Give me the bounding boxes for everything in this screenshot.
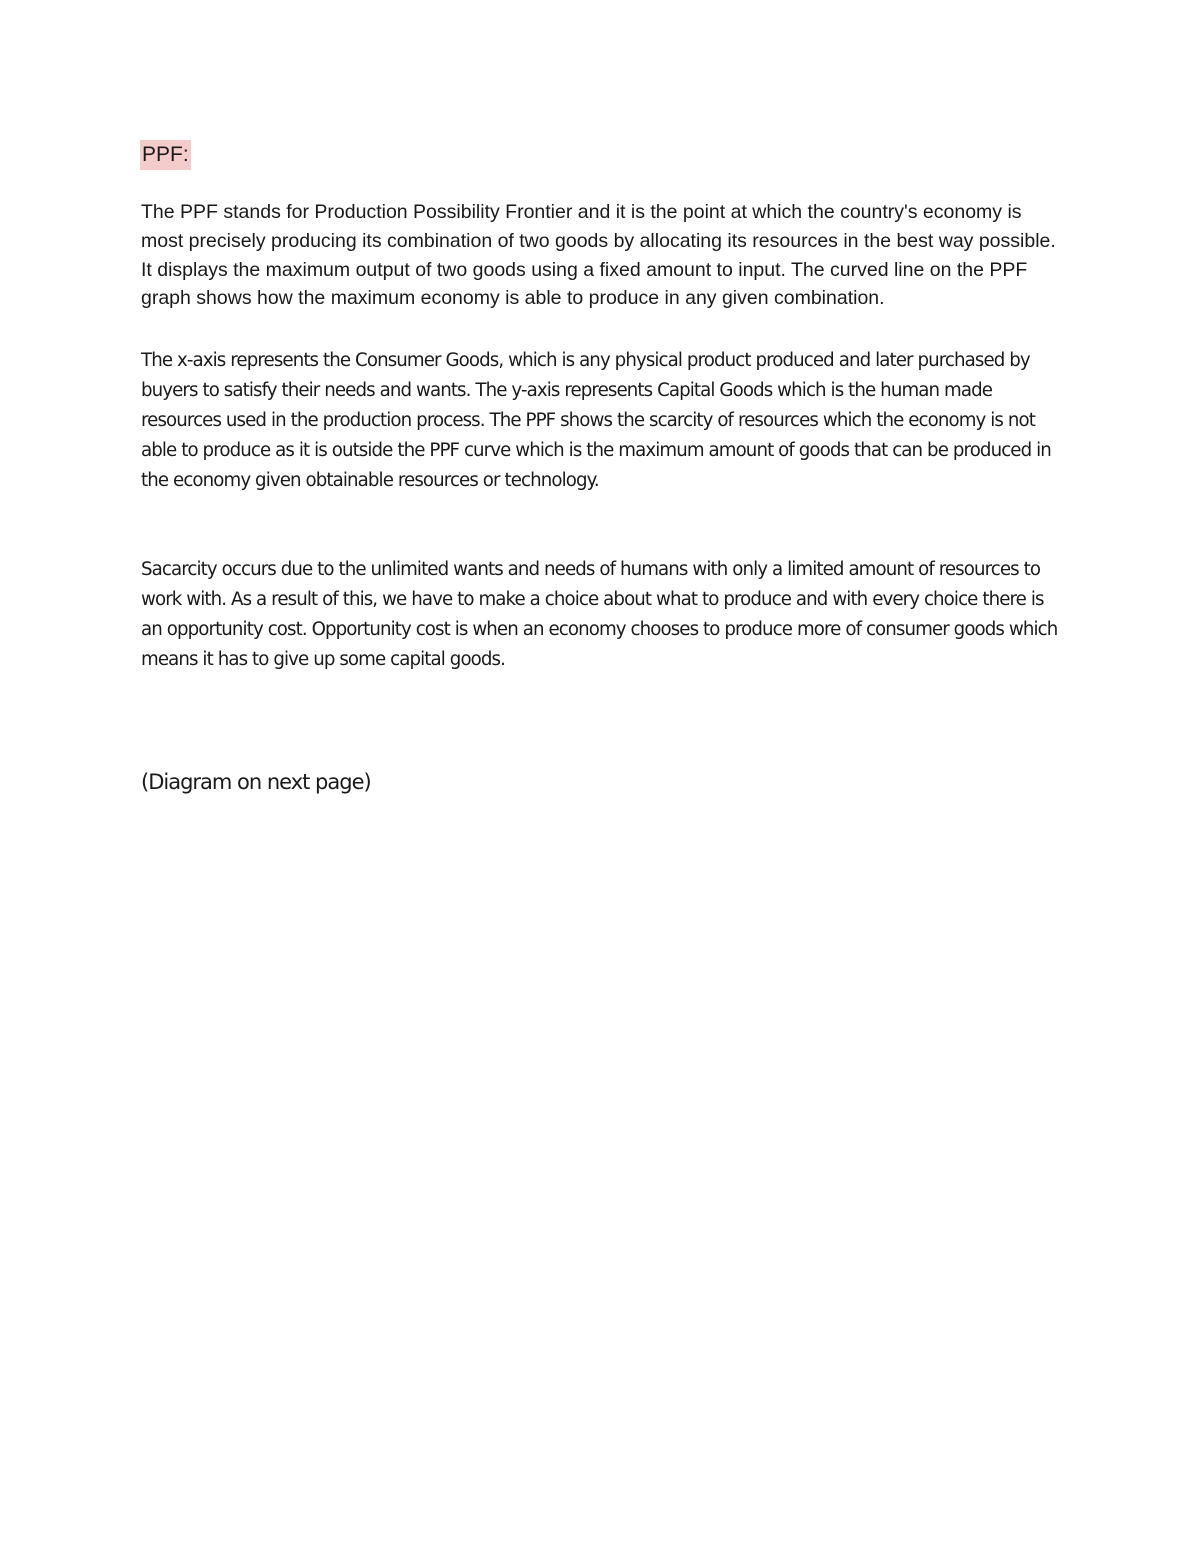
paragraph-ppf-definition: The PPF stands for Production Possibility Frontier and it is the point at which the country's economy is most precisely producing its combination of two goods by allocating its resources in the best way possible. It displays the maximum output of two goods using a fixed amount to input. The curved line on the PPF graph shows how the maximum economy is able to produce in any given combination. (141, 201, 1056, 310)
section-heading: PPF: (140, 140, 191, 170)
diagram-note: (Diagram on next page) (141, 770, 371, 794)
paragraph-axes-explanation: The x-axis represents the Consumer Goods, which is any physical product produced and later purchased by buyers to satisfy their needs and wants. The y-axis represents Capital Goods which is the human made resources used in the production process. The PPF shows the scarcity of resources which the economy is not able to produce as it is outside the PPF curve which is the maximum amount of goods that can be produced in the economy given obtainable resources or technology. (141, 350, 1051, 491)
paragraph-scarcity: Sacarcity occurs due to the unlimited wants and needs of humans with only a limited amount of resources to work with. As a result of this, we have to make a choice about what to produce and with every choice there is an opportunity cost. Opportunity cost is when an economy chooses to produce more of consumer goods which means it has to give up some capital goods. (141, 559, 1058, 670)
